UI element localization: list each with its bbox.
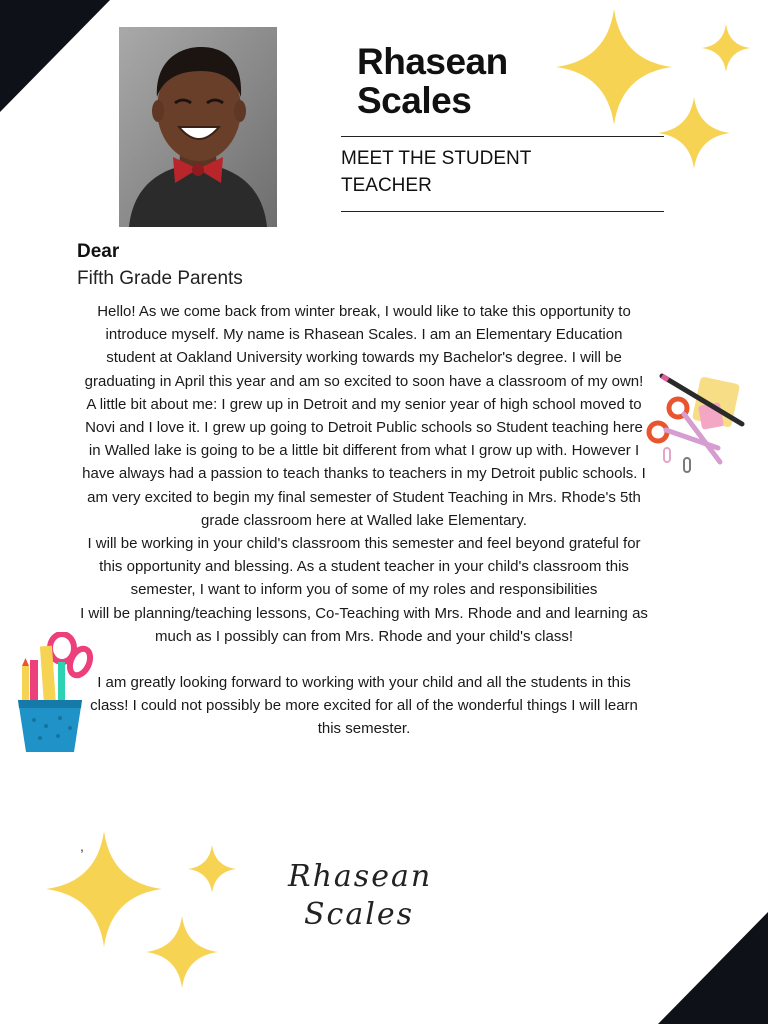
letter-greeting: Dear bbox=[77, 241, 120, 262]
letter-paragraph: I am greatly looking forward to working with your child and all the students in this class! I could not possibly be more excited for all of the wonderful things I will learn this semester. bbox=[90, 674, 638, 738]
paragraph-spacer bbox=[80, 648, 648, 671]
sparkle-star-icon bbox=[658, 94, 730, 172]
letter-paragraph: I will be working in your child's classroom this semester and feel beyond grateful for this opportunity and blessing. As a student teacher in your child's classroom this semester, I want to inform you of some of my roles and responsibilities bbox=[87, 535, 641, 599]
letter-body bbox=[80, 300, 648, 741]
signature-line-2: Scales bbox=[304, 897, 414, 932]
divider-top bbox=[341, 136, 664, 137]
subtitle-line-1: MEET THE STUDENT bbox=[341, 148, 532, 169]
teacher-name-first: Rhasean bbox=[357, 41, 508, 82]
scissors-and-pencil-icon bbox=[644, 370, 748, 478]
pencil-cup-icon bbox=[14, 632, 96, 756]
signature bbox=[280, 858, 460, 948]
stray-mark: , bbox=[80, 838, 84, 854]
sparkle-star-icon bbox=[702, 22, 750, 74]
corner-decoration-top-left bbox=[0, 0, 110, 112]
portrait-photo bbox=[119, 27, 277, 227]
sparkle-star-icon bbox=[46, 828, 162, 950]
signature-line-1: Rhasean bbox=[288, 859, 433, 894]
letter-paragraph: I will be planning/teaching lessons, Co-Teaching with Mrs. Rhode and and learning as much as I possibly can from Mrs. Rhode and your child's class! bbox=[80, 604, 648, 645]
sparkle-star-icon bbox=[556, 4, 672, 130]
letter-recipient: Fifth Grade Parents bbox=[77, 268, 243, 289]
page-subtitle bbox=[341, 145, 581, 199]
sparkle-star-icon bbox=[146, 914, 218, 990]
corner-decoration-bottom-right bbox=[658, 912, 768, 1024]
divider-bottom bbox=[341, 211, 664, 212]
letter-paragraph: A little bit about me: I grew up in Detroit and my senior year of high school moved to Novi and I love it. I grew up going to Detroit Public schools so Student teaching here in Walled lake is going to be a little bit different from what I grow up with. However I have always had a passion to teach thanks to teachers in my Detroit public schools. I am very excited to begin my final semester of Student Teaching in Mrs. Rhode's 5th grade classroom here at Walled lake Elementary. bbox=[82, 395, 646, 529]
letter-paragraph: Hello! As we come back from winter break, I would like to take this opportunity to introduce myself. My name is Rhasean Scales. I am an Elementary Education student at Oakland University working towards my Bachelor's degree. I will be graduating in April this year and am so excited to soon have a classroom of my own! bbox=[84, 303, 644, 390]
teacher-name-last: Scales bbox=[357, 80, 472, 121]
sparkle-star-icon bbox=[188, 843, 236, 895]
subtitle-line-2: TEACHER bbox=[341, 175, 432, 196]
